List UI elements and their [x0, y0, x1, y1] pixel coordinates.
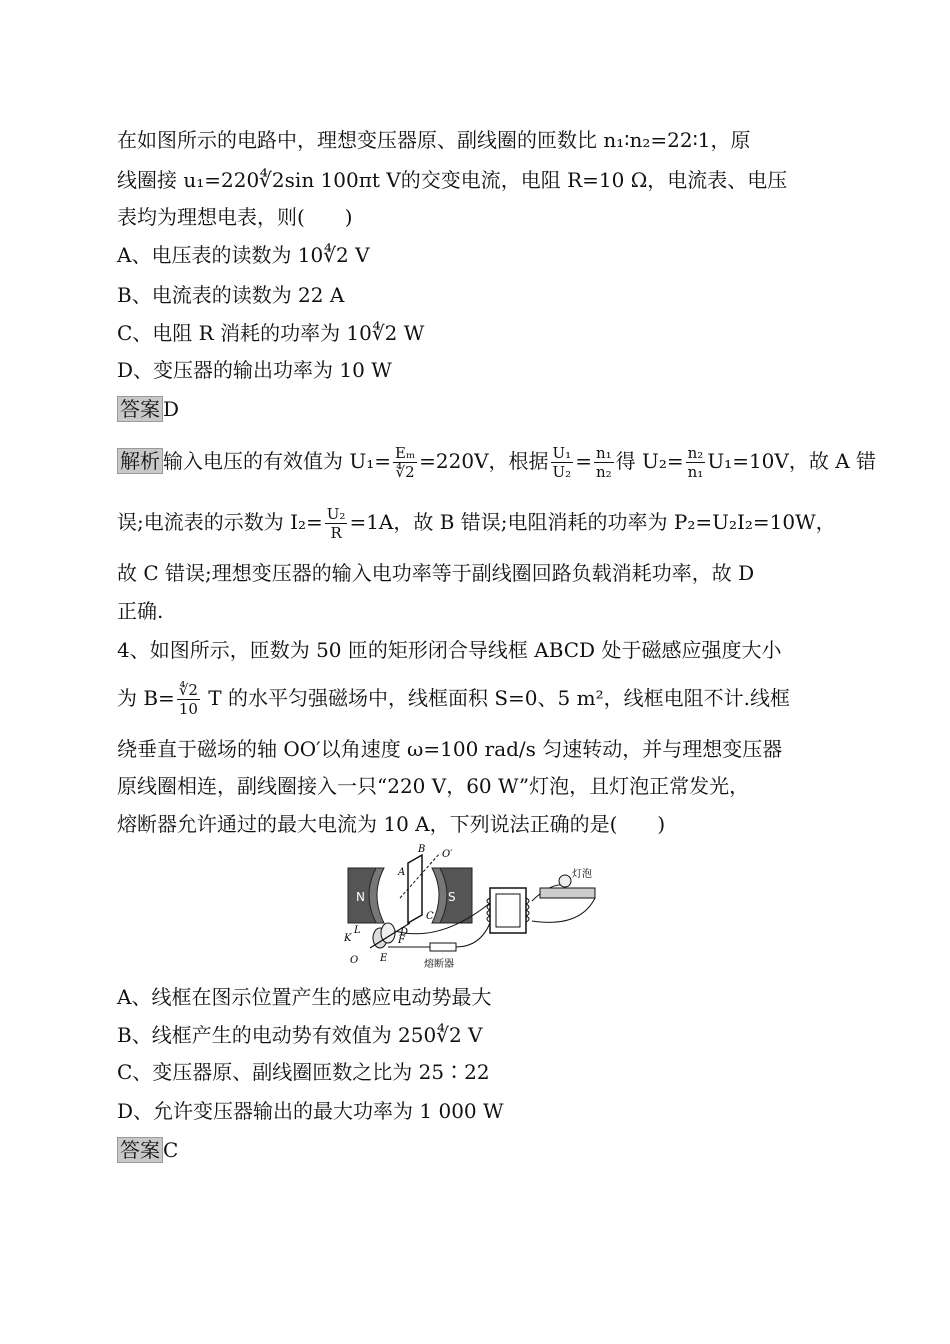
o-prime-label: O′	[442, 849, 453, 860]
fraction-em: $\frac{\text{Eₘ}}{∜2}$	[395, 444, 416, 481]
q3-stem-line-1: 在如图所示的电路中，理想变压器原、副线圈的匝数比 n₁∶n₂=22∶1，原	[117, 128, 751, 152]
b-label: B	[418, 844, 426, 855]
analysis-text: =1A，故 B 错误;电阻消耗的功率为 P₂=U₂I₂=10W，	[349, 510, 836, 534]
lamp-bulb	[559, 875, 571, 887]
q4-option-c: C、变压器原、副线圈匝数之比为 25∶22	[117, 1060, 490, 1084]
q4-stem-line-3: 绕垂直于磁场的轴 OO′以角速度 ω=100 rad/s 匀速转动，并与理想变压器	[117, 737, 783, 761]
fuse-label: 熔断器	[424, 959, 454, 970]
q4-stem-line-4: 原线圈相连，副线圈接入一只“220 V，60 W”灯泡，且灯泡正常发光，	[117, 774, 750, 798]
d-label: D	[400, 927, 409, 938]
analysis-tag: 解析	[117, 448, 163, 474]
transformer-core	[490, 888, 526, 933]
l-label: L	[354, 925, 361, 936]
o-label: O	[350, 955, 359, 966]
q4-option-a: A、线框在图示位置产生的感应电动势最大	[117, 985, 492, 1009]
fraction-b: $\frac{∜2}{10}$	[178, 681, 198, 718]
analysis-text: =220V，根据	[419, 449, 549, 473]
q3-analysis-line-1	[117, 436, 877, 486]
q4-stem-line-2	[117, 673, 837, 723]
q3-option-b: B、电流表的读数为 22 A	[117, 283, 345, 307]
analysis-text: U₁=10V，故 A 错	[707, 449, 877, 473]
answer-tag: 答案	[117, 1137, 163, 1163]
stem-text: 为 B=	[117, 686, 175, 710]
s-label: S	[448, 890, 456, 904]
q4-answer	[117, 1136, 837, 1164]
answer-value: C	[163, 1138, 179, 1162]
analysis-text: 得 U₂=	[615, 449, 684, 473]
q3-analysis-line-4: 正确.	[117, 599, 164, 623]
transformer-window	[496, 894, 520, 927]
fuse	[430, 943, 456, 951]
q4-option-b: B、线框产生的电动势有效值为 250∜2 V	[117, 1023, 483, 1047]
fraction-i: $\frac{\text{U₂}}{R}$	[326, 505, 346, 542]
wire	[532, 898, 595, 922]
generator-transformer-diagram	[340, 843, 610, 973]
f-label: F	[398, 935, 405, 946]
fraction-n: $\frac{\text{n₁}}{\text{n₂}}$	[595, 444, 612, 481]
axis-oo	[400, 853, 440, 898]
analysis-text: 误;电流表的示数为 I₂=	[117, 510, 323, 534]
q4-stem-line-5: 熔断器允许通过的最大电流为 10 A，下列说法正确的是( )	[117, 812, 666, 836]
q3-stem-line-3: 表均为理想电表，则( )	[117, 205, 353, 229]
lamp-base	[540, 888, 595, 898]
e-label: E	[380, 953, 388, 964]
q3-analysis-line-3: 故 C 错误;理想变压器的输入电功率等于副线圈回路负载消耗功率，故 D	[117, 561, 755, 585]
n-label: N	[356, 890, 365, 904]
analysis-text: =	[575, 449, 592, 473]
analysis-text: 输入电压的有效值为 U₁=	[163, 449, 391, 473]
q4-option-d: D、允许变压器输出的最大功率为 1 000 W	[117, 1099, 504, 1123]
c-label: C	[426, 911, 434, 922]
a-label: A	[398, 867, 406, 878]
q3-answer	[117, 395, 837, 423]
q3-analysis-line-2	[117, 497, 837, 547]
stem-text: T 的水平匀强磁场中，线框面积 S=0、5 m²，线框电阻不计.线框	[201, 686, 790, 710]
answer-value: D	[163, 397, 180, 421]
q3-option-c: C、电阻 R 消耗的功率为 10∜2 W	[117, 321, 425, 345]
coil-frame	[408, 855, 422, 923]
answer-tag: 答案	[117, 396, 163, 422]
q3-option-d: D、变压器的输出功率为 10 W	[117, 358, 392, 382]
q3-stem-line-2: 线圈接 u₁=220∜2sin 100πt V的交变电流，电阻 R=10 Ω，电流表、电压	[117, 168, 788, 192]
q4-stem-line-1: 4、如图所示，匝数为 50 匝的矩形闭合导线框 ABCD 处于磁感应强度大小	[117, 638, 782, 662]
k-label: K	[344, 933, 352, 944]
fraction-n2: $\frac{\text{n₂}}{\text{n₁}}$	[687, 444, 704, 481]
lamp-label: 灯泡	[572, 869, 592, 880]
fraction-u: $\frac{\text{U₁}}{\text{U₂}}$	[552, 444, 572, 481]
q3-option-a: A、电压表的读数为 10∜2 V	[117, 243, 370, 267]
wire	[456, 923, 490, 947]
